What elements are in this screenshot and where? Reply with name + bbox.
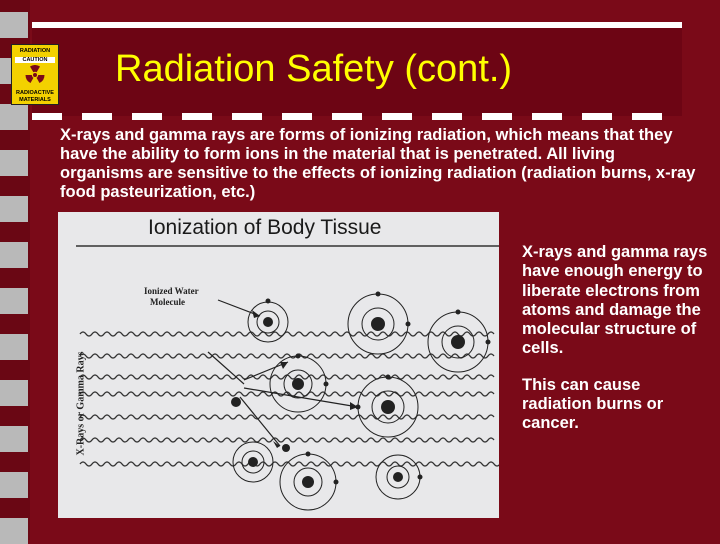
decor-square <box>0 12 28 38</box>
decor-square <box>0 472 28 498</box>
figure-title: Ionization of Body Tissue <box>148 216 382 239</box>
decor-square <box>0 196 28 222</box>
figure-callout <box>144 286 199 308</box>
decor-square <box>0 380 28 406</box>
logo-line-2: CAUTION <box>15 57 55 63</box>
radiation-trefoil-icon <box>25 65 45 85</box>
decor-square <box>0 104 28 130</box>
slide-title: Radiation Safety (cont.) <box>115 48 513 90</box>
figure-callout-line-2: Molecule <box>150 297 185 307</box>
decor-square <box>0 288 28 314</box>
decor-square <box>0 334 28 360</box>
side-paragraph-2: This can cause radiation burns or cancer. <box>522 375 664 433</box>
logo-line-4: MATERIALS <box>19 97 51 103</box>
logo-line-1: RADIATION <box>19 48 51 54</box>
side-text-block <box>522 243 712 451</box>
side-paragraph-1: X-rays and gamma rays have enough energy to liberate electrons from atoms and damage the molecular structure of cells. <box>522 243 708 358</box>
radiation-caution-logo <box>11 44 59 105</box>
title-dashed-rule <box>32 113 682 121</box>
ionization-figure <box>58 212 499 518</box>
decor-square <box>0 242 28 268</box>
figure-axis-label: X-Rays or Gamma Rays <box>75 351 87 456</box>
ionization-diagram <box>58 212 499 518</box>
slide-body-text: X-rays and gamma rays are forms of ionizing radiation, which means that they have the ability to form ions in the material that is penetrated. All living organisms are sensitive to the effects of ionizing radiation (radiation burns, x-ray food pasteurization, etc.) <box>60 126 696 201</box>
logo-line-3: RADIOACTIVE <box>16 90 54 96</box>
decor-square <box>0 150 28 176</box>
decor-square <box>0 426 28 452</box>
figure-callout-line-1: Ionized Water <box>144 286 199 296</box>
decor-square <box>0 518 28 544</box>
